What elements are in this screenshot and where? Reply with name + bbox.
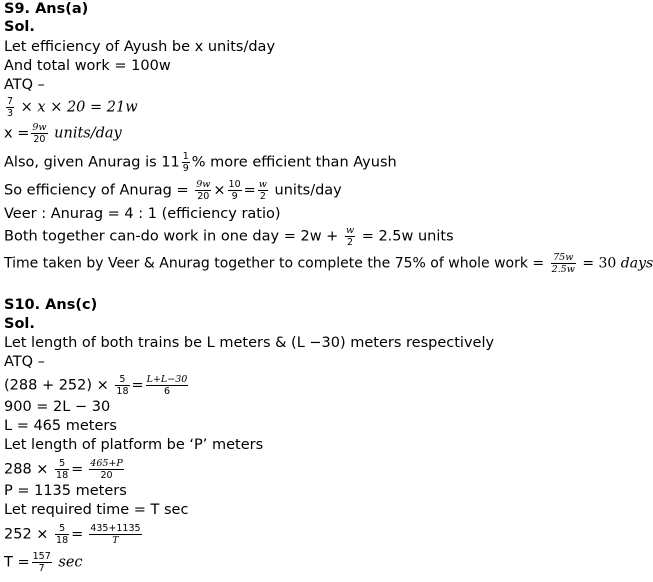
- fraction: $\frac{435+1135}{T}$: [90, 523, 141, 546]
- s10-line-11: T = $\frac{157}{7}$ sec: [4, 551, 83, 574]
- s9-line-2: And total work = 100w: [4, 58, 171, 74]
- fraction: $\frac{5}{18}$: [56, 458, 69, 481]
- fraction: $\frac{157}{7}$: [32, 551, 51, 574]
- fraction: $\frac{w}{2}$: [258, 179, 267, 202]
- s10-line-6: Let length of platform be ‘P’ meters: [4, 437, 264, 453]
- fraction: $\frac{5}{18}$: [116, 374, 129, 397]
- s9-line-3: ATQ –: [4, 77, 45, 93]
- s9-line-1: Let efficiency of Ayush be x units/day: [4, 39, 276, 55]
- s10-line-3: (288 + 252) × $\frac{5}{18}$ = $\frac{L+L-30}{6}$: [4, 374, 188, 397]
- s10-line-2: ATQ –: [4, 354, 45, 370]
- fraction: $\frac{75w}{2.5w}$: [551, 252, 575, 275]
- fraction: $\frac{1}{9}$: [182, 151, 189, 174]
- s9-sol-label: Sol.: [4, 19, 35, 35]
- s10-heading: S10. Ans(c): [4, 297, 98, 313]
- s10-line-1: Let length of both trains be L meters & (L −30) meters respectively: [4, 335, 495, 351]
- s9-line-4: [4, 96, 138, 119]
- fraction: $\frac{7}{3}$: [7, 96, 14, 119]
- equation-text: × x × 20 = 21w: [20, 99, 138, 116]
- s9-line-8: Veer : Anurag = 4 : 1 (efficiency ratio): [4, 206, 281, 222]
- s10-line-5: L = 465 meters: [4, 418, 117, 434]
- s9-line-7: So efficiency of Anurag = $\frac{9w}{20}$ × $\frac{10}{9}$ = $\frac{w}{2}$ units/day: [4, 179, 342, 202]
- s10-line-10: 252 × $\frac{5}{18}$ = $\frac{435+1135}{T}$: [4, 523, 141, 546]
- s10-line-4: 900 = 2L − 30: [4, 399, 111, 415]
- s9-line-9: Both together can-do work in one day = 2w + $\frac{w}{2}$ = 2.5w units: [4, 225, 454, 248]
- fraction: $\frac{9w}{20}$: [32, 122, 47, 145]
- fraction: $\frac{10}{9}$: [228, 179, 241, 202]
- s10-line-7: 288 × $\frac{5}{18}$ = $\frac{465+P}{20}$: [4, 458, 123, 481]
- fraction: $\frac{9w}{20}$: [196, 179, 211, 202]
- s10-line-8: P = 1135 meters: [4, 483, 127, 499]
- s9-heading: S9. Ans(a): [4, 1, 89, 17]
- fraction: $\frac{5}{18}$: [56, 523, 69, 546]
- s10-line-9: Let required time = T sec: [4, 502, 189, 518]
- s9-line-10: Time taken by Veer & Anurag together to complete the 75% of whole work = $\frac{75w}{2.5w}$ = 30 days: [4, 252, 653, 275]
- fraction: $\frac{465+P}{20}$: [90, 458, 123, 481]
- s9-line-6: Also, given Anurag is 11 $\frac{1}{9}$ % more efficient than Ayush: [4, 151, 397, 174]
- fraction: $\frac{w}{2}$: [345, 225, 355, 248]
- s10-sol-label: Sol.: [4, 316, 35, 332]
- fraction: $\frac{L+L-30}{6}$: [146, 374, 188, 397]
- s9-line-5: x = $\frac{9w}{20}$ units/day: [4, 122, 122, 145]
